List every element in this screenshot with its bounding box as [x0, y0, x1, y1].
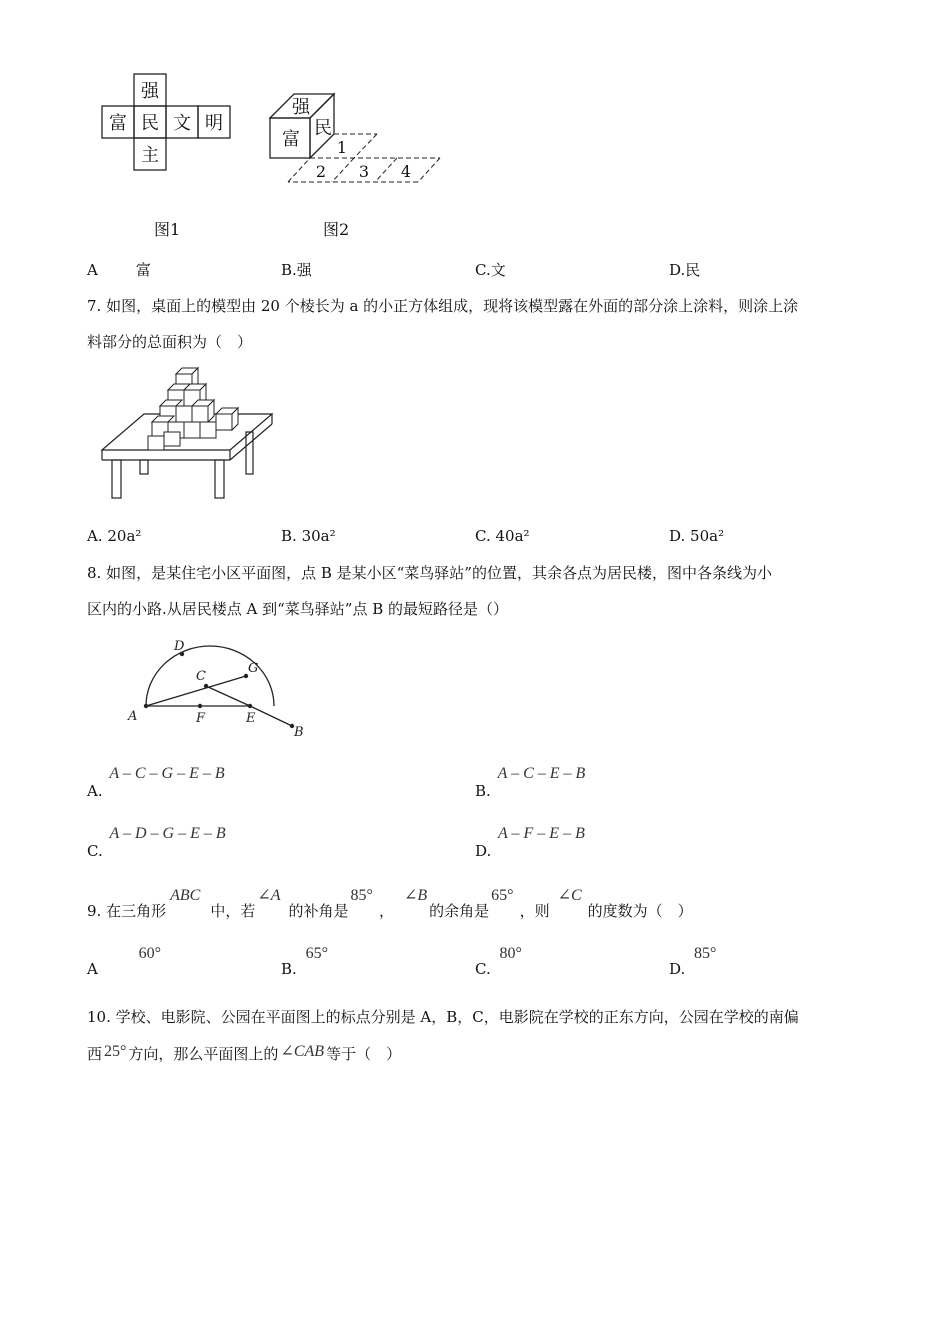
option-text: 40a²: [495, 527, 530, 545]
option-letter: B.: [281, 960, 297, 978]
option-letter: B.: [281, 261, 297, 279]
option-letter: B.: [475, 782, 491, 800]
option-text: A – F – E – B: [498, 825, 585, 842]
option-text: 强: [296, 261, 312, 279]
q9-text: ，则: [519, 902, 550, 920]
option-letter: D.: [669, 527, 686, 545]
q6-option-c[interactable]: [475, 259, 506, 280]
q10-text: 西: [87, 1045, 103, 1063]
point-label-e: E: [246, 711, 256, 726]
cube-pyramid-table-figure: [100, 362, 276, 502]
option-text: 30a²: [301, 527, 336, 545]
q9-math: ABC: [170, 887, 201, 904]
q9-text: 的度数为（ ）: [587, 902, 693, 920]
q7-option-b[interactable]: [281, 527, 336, 545]
option-text: 民: [685, 261, 701, 279]
net-cell-1: 富: [109, 113, 127, 134]
q7-text-line2: 料部分的总面积为（ ）: [87, 333, 253, 351]
option-letter: A.: [87, 527, 103, 545]
q8-text-line2: 区内的小路.从居民楼点 A 到“菜鸟驿站”点 B 的最短路径是（）: [87, 600, 509, 618]
option-text: A – C – G – E – B: [109, 765, 225, 782]
net-cell-4: 明: [205, 113, 223, 134]
q9-text: ，: [378, 902, 394, 920]
point-label-b: B: [294, 725, 304, 740]
option-letter: C.: [475, 261, 491, 279]
option-letter: C.: [475, 960, 491, 978]
net-cell-2: 民: [141, 113, 159, 134]
point-label-c: C: [196, 669, 206, 684]
net-cell-bottom: 主: [141, 145, 159, 166]
q9-text: 的补角是: [288, 902, 349, 920]
option-letter: C.: [87, 842, 103, 860]
option-text: A – D – G – E – B: [109, 825, 226, 842]
path-map-figure: [120, 636, 316, 740]
q8-option-a[interactable]: [87, 764, 225, 800]
q9-text: 中，若: [210, 902, 256, 920]
q8-text-line1: 8. 如图，是某住宅小区平面图，点 B 是某小区“菜鸟驿站”的位置，其余各点为居民楼，图中各条线为小: [87, 564, 772, 582]
q7-option-d[interactable]: [669, 527, 724, 545]
figure-2-label: 图2: [323, 220, 350, 239]
q7-text-line1: 7. 如图，桌面上的模型由 20 个棱长为 a 的小正方体组成，现将该模型露在外面的部分涂上涂料，则涂上涂: [87, 297, 799, 315]
q9-math: ∠A: [257, 887, 281, 904]
point-label-f: F: [196, 711, 206, 726]
q6-option-b[interactable]: [281, 259, 312, 280]
net-cell-3: 文: [173, 113, 191, 134]
option-letter: B.: [281, 527, 297, 545]
point-label-g: G: [248, 661, 259, 676]
q9-text: 的余角是: [429, 902, 490, 920]
option-letter: C.: [475, 527, 491, 545]
net-cell-top: 强: [141, 81, 159, 102]
point-label-d: D: [174, 639, 185, 654]
q8-option-b[interactable]: [475, 764, 586, 800]
cube-roll-figure: [262, 88, 444, 188]
q7-option-a[interactable]: [87, 527, 141, 545]
q9-question: [87, 884, 693, 920]
option-text: 20a²: [107, 527, 142, 545]
q7-option-c[interactable]: [475, 527, 530, 545]
option-letter: D.: [669, 261, 686, 279]
option-text: 50a²: [690, 527, 725, 545]
q10-text: 方向，那么平面图上的: [128, 1045, 279, 1063]
cube-net-figure: [100, 72, 236, 174]
slot-2: 2: [315, 162, 327, 181]
figure-1-label: 图1: [154, 220, 181, 239]
q9-option-a[interactable]: [87, 944, 162, 978]
q10-text-line2: [87, 1040, 401, 1061]
q8-option-c[interactable]: [87, 824, 226, 860]
q10-math: 25°: [104, 1043, 127, 1060]
q9-text: 9. 在三角形: [87, 902, 167, 920]
cube-top-face: 强: [292, 97, 310, 118]
q9-option-c[interactable]: [475, 944, 522, 978]
slot-1: 1: [336, 138, 348, 157]
option-letter: A: [87, 261, 98, 279]
option-letter: D.: [669, 960, 686, 978]
option-text: 85°: [694, 945, 717, 962]
option-text: 文: [490, 261, 506, 279]
point-label-a: A: [128, 709, 138, 724]
slot-4: 4: [400, 162, 412, 181]
q9-math: 85°: [350, 887, 373, 904]
option-letter: D.: [475, 842, 492, 860]
option-text: A – C – E – B: [497, 765, 586, 782]
q6-option-d[interactable]: [669, 259, 700, 280]
option-text: 65°: [305, 945, 328, 962]
option-letter: A.: [87, 782, 103, 800]
cube-front-face: 富: [282, 129, 300, 150]
q9-option-d[interactable]: [669, 944, 717, 978]
q9-math: 65°: [491, 887, 514, 904]
q10-math: ∠CAB: [280, 1043, 325, 1060]
cube-side-face: 民: [314, 118, 332, 139]
q6-option-a[interactable]: [87, 259, 151, 280]
option-text: 80°: [499, 945, 522, 962]
option-text: 60°: [138, 945, 162, 962]
q10-text-line1: 10. 学校、电影院、公园在平面图上的标点分别是 A，B，C，电影院在学校的正东方向，公园在学校的南偏: [87, 1008, 799, 1026]
option-text: 富: [135, 261, 151, 279]
q9-option-b[interactable]: [281, 944, 328, 978]
q8-option-d[interactable]: [475, 824, 585, 860]
q9-math: ∠C: [557, 887, 582, 904]
q9-math: ∠B: [403, 887, 428, 904]
option-letter: A: [87, 960, 98, 978]
q10-text: 等于（ ）: [326, 1045, 402, 1063]
slot-3: 3: [358, 162, 370, 181]
